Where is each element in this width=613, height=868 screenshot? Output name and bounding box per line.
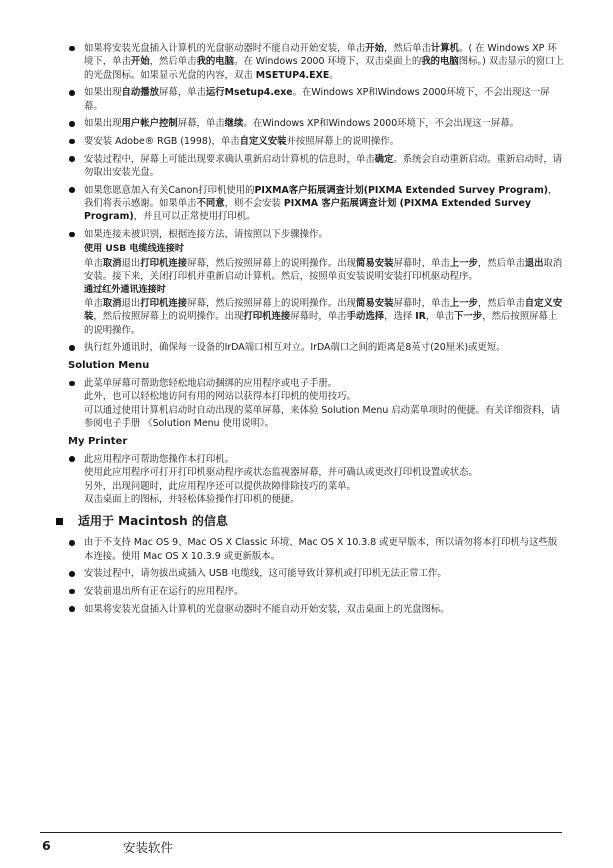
- footer-divider: [40, 832, 562, 833]
- text-run: 由于不支持 Mac OS 9、Mac OS X Classic 环境、Mac OS X 10.3.8 或更早版本，所以请勿将本打印机与这些版本连接。使用 Mac OS X 10.3.9 或更新版本。: [84, 537, 558, 562]
- usb-subsection-title: 使用 USB 电缆线连接时: [84, 244, 184, 255]
- mac-bullet-list: [68, 536, 564, 616]
- bold-term: 自定义安装: [84, 298, 563, 323]
- text-run: 如果将安装光盘插入计算机的光盘驱动器时不能自动开始安装，双击桌面上的光盘图标。: [84, 603, 450, 615]
- list-item: [68, 603, 564, 616]
- text-run: 。在 Windows 2000 环境下，双击桌面上的: [234, 56, 422, 68]
- bold-term: 开始: [130, 56, 150, 68]
- my-printer-bullet: [84, 453, 564, 466]
- text-run: 屏幕时，单击: [393, 298, 450, 310]
- square-bullet-icon: [56, 518, 63, 525]
- page-number: 6: [42, 838, 51, 853]
- text-run: 取消安装。接下来，关闭打印机并重新启动计算机。然后，按照单页安装说明安装打印机驱动程序。: [84, 257, 563, 283]
- my-printer-line: 双击桌面上的图标，并轻松体验操作打印机的便捷。: [84, 494, 300, 506]
- footer-title: 安装软件: [123, 840, 174, 855]
- bold-term: 上一步: [449, 257, 478, 269]
- my-printer-line: 另外，出现问题时，此应用程序还可以提供故障排除技巧的菜单。: [84, 480, 356, 492]
- my-printer-heading: My Printer: [68, 435, 128, 447]
- page-content: [68, 42, 564, 620]
- text-run: ，则不会安装: [224, 198, 284, 209]
- solution-menu-line: 此外，也可以轻松地访问有用的网站以获得本打印机的使用技巧。: [84, 391, 356, 403]
- text-run: 。系统会自动重新启动。重新启动时，请勿取出安装光盘。: [84, 153, 563, 178]
- list-item: [68, 585, 564, 598]
- text-run: ，单击: [425, 311, 455, 323]
- solution-menu-line: 可以通过使用计算机启动时自动出现的菜单屏幕，来体验 Solution Menu 启动菜单项时的便捷。有关详细资料，请参阅电子手册 《Solution Menu 使用说明》。: [84, 404, 561, 430]
- bold-term: 打印机连接: [243, 311, 291, 323]
- text-run: 屏幕时，单击: [393, 257, 450, 269]
- bold-term: 简易安装: [355, 298, 394, 310]
- bold-term: 我的电脑: [196, 56, 235, 68]
- text-run: 此菜单屏幕可帮助您轻松地启动捆绑的应用程序或电子手册。: [84, 378, 338, 390]
- text-run: ，然后单击: [477, 257, 525, 269]
- text-run: 单击: [84, 257, 103, 269]
- text-run: 屏幕，然后按照屏幕上的说明操作。出现: [187, 257, 356, 269]
- list-item: [68, 117, 564, 130]
- text-run: 执行红外通讯时，确保每一设备的IrDA端口相互对立。IrDA端口之间的距离是8英寸(20厘米)或更短。: [84, 342, 506, 354]
- text-run: 单击: [84, 298, 103, 310]
- text-run: ，然后单击: [149, 56, 197, 68]
- bold-term: PIXMA 客户拓展调查计划 (PIXMA Extended Survey Program): [84, 198, 531, 223]
- usb-subsection: [84, 243, 564, 283]
- bold-term: 取消: [102, 257, 122, 269]
- ir-subsection-title: 通过红外通讯连接时: [84, 284, 166, 295]
- mac-section-title: 适用于 Macintosh 的信息: [78, 514, 228, 529]
- list-item: [68, 228, 564, 337]
- text-run: 图标。) 双击显示的窗口上的光盘图标。如果显示光盘的内容，双击: [84, 56, 564, 81]
- ir-subsection-text: [84, 297, 564, 337]
- text-run: 。在Windows XP和Windows 2000环境下，不会出现这一屏幕。: [84, 87, 550, 112]
- text-run: ，然后单击: [477, 298, 525, 310]
- list-item: [68, 153, 564, 180]
- list-item: [68, 184, 564, 224]
- list-item: [68, 135, 564, 148]
- text-run: 此应用程序可帮助您操作本打印机。: [84, 453, 235, 465]
- bold-term: 上一步: [449, 298, 478, 310]
- bold-term: 下一步: [454, 311, 483, 323]
- bold-term: 简易安装: [355, 257, 394, 269]
- my-printer-line: 使用此应用程序可打开打印机驱动程序或状态监视器屏幕，并可确认或更改打印机设置或状态。: [84, 467, 478, 479]
- bold-term: 退出: [524, 257, 544, 269]
- bold-term: 手动选择: [346, 311, 385, 323]
- text-run: 屏幕，单击: [177, 118, 225, 130]
- list-item: [68, 341, 564, 354]
- bold-term: 继续: [224, 118, 244, 130]
- bold-term: 取消: [102, 298, 122, 310]
- text-run: 如果连接未被识别，根据连接方法，请按照以下步骤操作。: [84, 229, 328, 240]
- ir-subsection: [84, 284, 564, 338]
- bold-term: 计算机: [430, 43, 460, 54]
- bold-term: 确定: [374, 153, 394, 165]
- text-run: 如果您愿意加入有关Canon打印机使用的: [84, 184, 255, 196]
- solution-menu-heading: Solution Menu: [68, 360, 150, 372]
- bold-term: 运行Msetup4.exe: [205, 87, 293, 99]
- text-run: 并按照屏幕上的说明操作。: [286, 136, 400, 147]
- list-item: [68, 86, 564, 113]
- list-item: [68, 453, 564, 507]
- bold-term: 自定义安装: [239, 136, 287, 147]
- text-run: ，然后按照屏幕上的说明操作。出现: [93, 311, 244, 323]
- text-run: 如果出现: [84, 118, 122, 130]
- bold-term: 用户帐户控制: [121, 118, 178, 130]
- text-run: 安装过程中，请勿拔出或插入 USB 电缆线，这可能导致计算机或打印机无法正常工作。: [84, 568, 447, 580]
- list-item: [68, 567, 564, 580]
- text-run: 。: [329, 69, 339, 81]
- top-bullet-list: [68, 42, 564, 355]
- connection-intro: [84, 228, 564, 241]
- text-run: ，并且可以正常使用打印机。: [133, 211, 256, 223]
- text-run: 屏幕，单击: [159, 87, 206, 99]
- mac-section-heading: [56, 513, 564, 529]
- bold-term: 我的电脑: [421, 56, 459, 68]
- bold-term: 开始: [365, 43, 385, 54]
- text-run: 。( 在 Windows XP 环境下，单击: [84, 43, 557, 68]
- text-run: ，选择: [384, 311, 416, 323]
- text-run: 屏幕时，单击: [290, 311, 347, 323]
- solution-menu-list: [68, 377, 564, 431]
- bold-term: 打印机连接: [140, 298, 188, 310]
- text-run: 安装过程中，屏幕上可能出现要求确认重新启动计算机的信息时，单击: [84, 153, 375, 165]
- bold-term: 打印机连接: [140, 257, 188, 269]
- text-run: ，然后单击: [384, 43, 431, 54]
- list-item: [68, 42, 564, 82]
- bold-term: 自动播放: [121, 87, 160, 99]
- solution-menu-bullet: [84, 377, 564, 390]
- text-run: ，我们将表示感谢。如果单击: [84, 184, 558, 209]
- text-run: 退出: [121, 257, 141, 269]
- text-run: ，然后按照屏幕上的说明操作。: [84, 311, 558, 336]
- list-item: [68, 536, 564, 563]
- text-run: 屏幕，然后按照屏幕上的说明操作。出现: [187, 298, 356, 310]
- text-run: 。在Windows XP和Windows 2000环境下，不会出现这一屏幕。: [243, 118, 520, 130]
- text-run: 要安装 Adobe® RGB (1998)，单击: [84, 136, 240, 147]
- bold-term: PIXMA客户拓展调查计划(PIXMA Extended Survey Program): [254, 184, 548, 196]
- list-item: [68, 377, 564, 431]
- my-printer-list: [68, 453, 564, 507]
- usb-subsection-text: [84, 257, 564, 284]
- text-run: 如果出现: [84, 87, 122, 99]
- bold-term: 不同意: [196, 198, 225, 209]
- bold-term: MSETUP4.EXE: [255, 69, 330, 81]
- text-run: 安装前退出所有正在运行的应用程序。: [84, 586, 244, 598]
- bold-term: IR: [415, 311, 426, 323]
- text-run: 如果将安装光盘插入计算机的光盘驱动器时不能自动开始安装，单击: [84, 43, 366, 54]
- text-run: 退出: [121, 298, 141, 310]
